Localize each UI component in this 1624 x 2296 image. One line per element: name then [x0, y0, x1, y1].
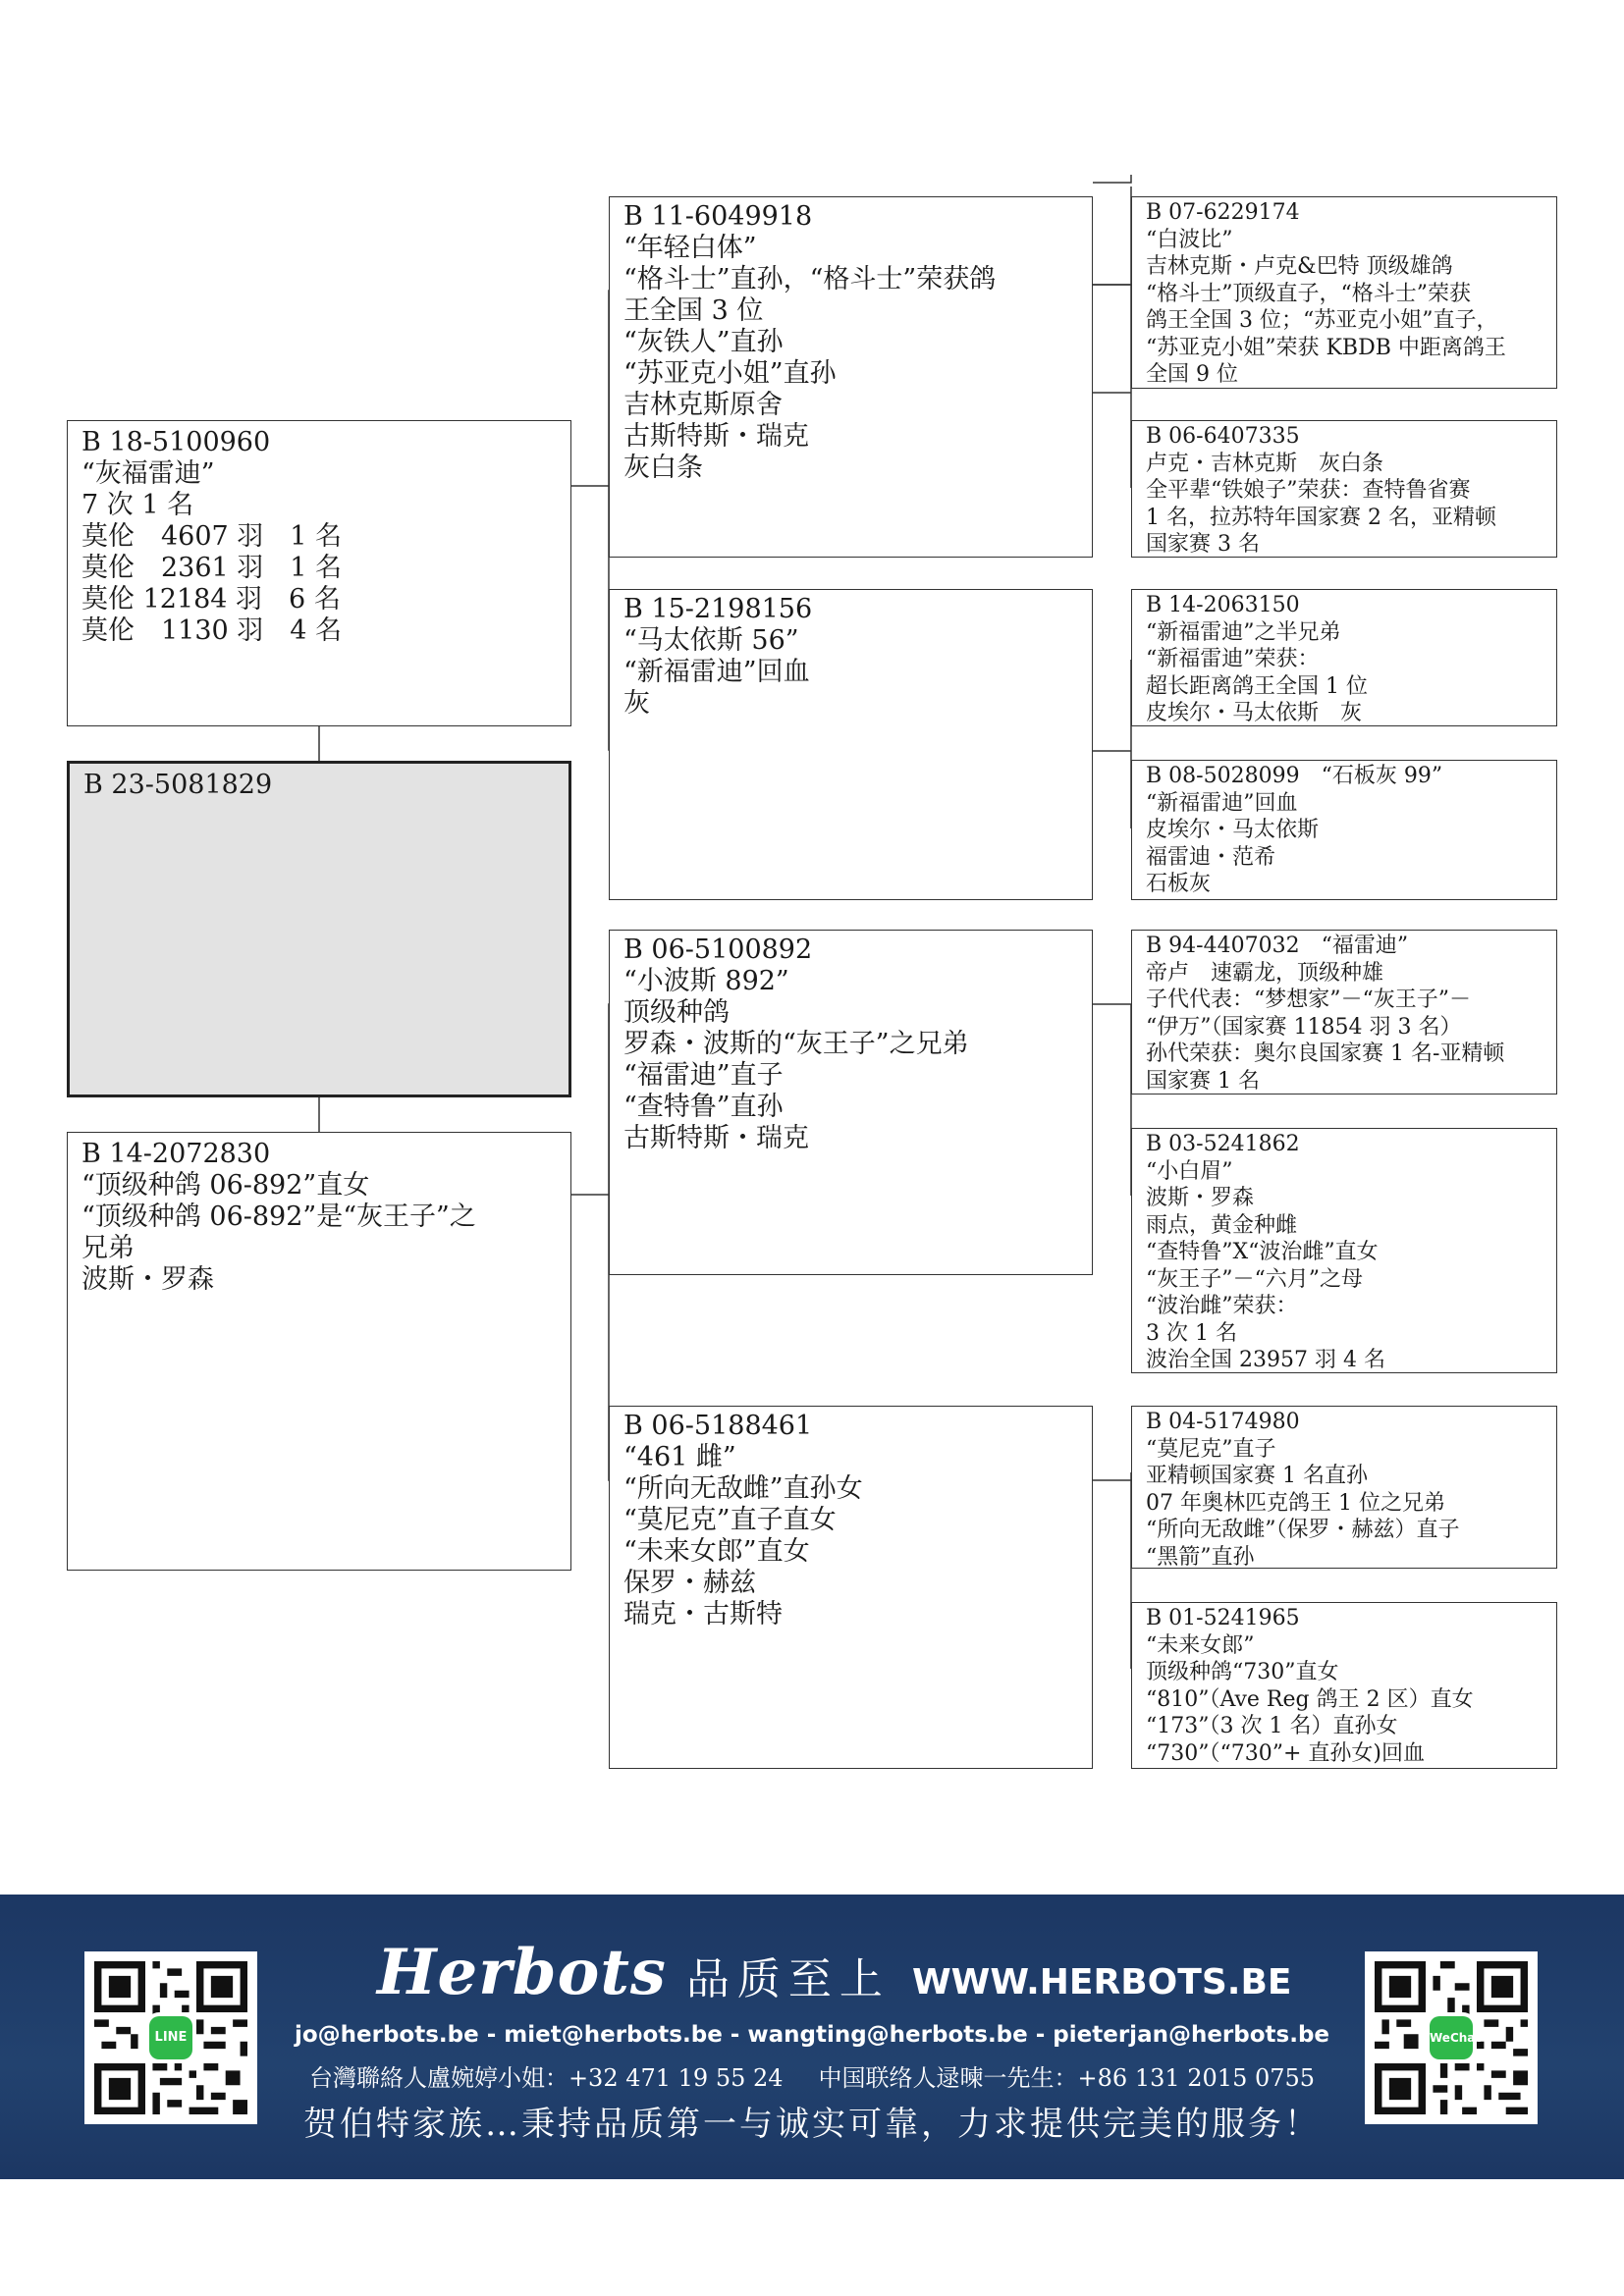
ggp-card-8 [1131, 1602, 1557, 1769]
pigeon-line: 卢克・吉林克斯 灰白条 [1146, 451, 1384, 476]
ring-number: B 03-5241862 [1146, 1132, 1300, 1156]
pigeon-line: “新福雷迪”之半兄弟 [1146, 619, 1341, 645]
subject-card [67, 761, 571, 1097]
dam-sire-card [609, 930, 1093, 1275]
pigeon-line: 王全国 3 位 [623, 295, 764, 326]
pigeon-line: “灰铁人”直孙 [623, 327, 784, 357]
pigeon-line: 罗森・波斯的“灰王子”之兄弟 [623, 1029, 969, 1059]
pigeon-line: 帝卢 速霸龙，顶级种雄 [1146, 960, 1384, 986]
sire-ring: B 18-5100960 [81, 427, 271, 457]
ring-number: B 06-5100892 [623, 934, 813, 965]
pigeon-line: 石板灰 [1146, 872, 1212, 896]
ggp-card-1 [1131, 196, 1557, 389]
pigeon-line: “所向无敌雌”（保罗・赫兹）直子 [1146, 1518, 1460, 1542]
pigeon-line: 07 年奥林匹克鸽王 1 位之兄弟 [1146, 1490, 1445, 1516]
sire-dam-card [609, 589, 1093, 900]
pigeon-line: 灰白条 [623, 453, 703, 483]
sire-result: 7 次 1 名 [81, 490, 194, 520]
pigeon-line: 吉林克斯原舍 [623, 390, 783, 420]
sire-result: 莫伦 12184 羽 6 名 [81, 584, 341, 614]
pigeon-line: “810”（Ave Reg 鸽王 2 区）直女 [1146, 1686, 1474, 1712]
pigeon-line: 3 次 1 名 [1146, 1320, 1237, 1346]
ring-number: B 07-6229174 [1146, 200, 1300, 225]
ggp-card-3 [1131, 589, 1557, 726]
pigeon-line: “苏亚克小姐”荣获 KBDB 中距离鸽王 [1146, 335, 1506, 360]
pigeon-line: “莫尼克”直子直女 [623, 1505, 837, 1535]
pigeon-line: 古斯特斯・瑞克 [623, 1123, 809, 1153]
pigeon-line: “黑箭”直孙 [1146, 1544, 1255, 1570]
pigeon-name: “福雷迪” [1321, 934, 1409, 958]
ring-number: B 04-5174980 [1146, 1410, 1300, 1434]
pigeon-line: “苏亚克小姐”直孙 [623, 358, 837, 389]
ring-number: B 06-6407335 [1146, 424, 1300, 449]
pigeon-line: “730”（“730”+ 直孙女)回血 [1146, 1740, 1425, 1766]
pigeon-line: “波治雌”荣获： [1146, 1294, 1298, 1318]
slogan: 品质至上 [685, 1954, 891, 2004]
wechat-app-icon: WeChat [1430, 2016, 1473, 2059]
pigeon-line: 鸽王全国 3 位；“苏亚克小姐”直子， [1146, 308, 1498, 333]
website-link[interactable]: WWW.HERBOTS.BE [911, 1962, 1292, 2002]
pigeon-line: “查特鲁”X“波治雌”直女 [1146, 1240, 1379, 1264]
pigeon-line: “小波斯 892” [623, 966, 789, 996]
sire-card [67, 420, 571, 726]
pigeon-line: “伊万”（国家赛 11854 羽 3 名） [1146, 1014, 1462, 1040]
pigeon-line: “马太依斯 56” [623, 625, 799, 656]
pigeon-line: “灰王子”－“六月”之母 [1146, 1266, 1363, 1292]
pigeon-line: 亚精顿国家赛 1 名直孙 [1146, 1464, 1368, 1488]
ggp-card-4 [1131, 760, 1557, 900]
pigeon-line: “格斗士”直孙，“格斗士”荣获鸽 [623, 264, 997, 294]
ggp-card-2 [1131, 420, 1557, 558]
ring-number: B 06-5188461 [623, 1411, 813, 1441]
pigeon-line: 瑞克・古斯特 [623, 1599, 783, 1629]
pigeon-line: 顶级种鸽 [623, 997, 730, 1028]
pigeon-line: 国家赛 1 名 [1146, 1068, 1260, 1094]
ring-number [1146, 933, 1543, 960]
pigeon-line: “173”（3 次 1 名）直孙女 [1146, 1714, 1398, 1738]
pigeon-line: 顶级种鸽“730”直女 [1146, 1660, 1339, 1684]
sire-result: 莫伦 1130 羽 4 名 [81, 615, 343, 646]
sire-sire-card [609, 196, 1093, 558]
ring-number: B 14-2063150 [1146, 593, 1300, 617]
brand-header [377, 1936, 1291, 2014]
sire-result: 莫伦 2361 羽 1 名 [81, 553, 343, 583]
pigeon-line: 古斯特斯・瑞克 [623, 421, 809, 452]
pigeon-line: “未来女郎” [1146, 1632, 1255, 1658]
email-contacts[interactable]: jo@herbots.be - miet@herbots.be - wangting@herbots.be - pieterjan@herbots.be [294, 2022, 1330, 2048]
pigeon-line: 全国 9 位 [1146, 362, 1238, 387]
pigeon-line: 波斯・罗森 [1146, 1186, 1255, 1210]
pigeon-line: “461 雌” [623, 1442, 736, 1472]
ring-number: B 11-6049918 [623, 201, 813, 232]
pigeon-line: 吉林克斯・卢克&巴特 顶级雄鸽 [1146, 254, 1453, 279]
taiwan-contact: 台灣聯絡人盧婉婷小姐：+32 471 19 55 24 [308, 2064, 784, 2092]
footer-banner [0, 1895, 1624, 2179]
pigeon-line: 雨点，黄金种雌 [1146, 1212, 1298, 1238]
ggp-card-6 [1131, 1128, 1557, 1373]
pigeon-line: 灰 [623, 688, 650, 719]
pigeon-line: 1 名，拉苏特年国家赛 2 名，亚精顿 [1146, 505, 1496, 530]
herbots-logo: Herbots [377, 1936, 667, 2009]
ggp-card-5 [1131, 930, 1557, 1095]
subject-ring: B 23-5081829 [83, 770, 273, 800]
pigeon-name: “石板灰 99” [1321, 764, 1443, 788]
ring-code: B 94-4407032 [1146, 934, 1300, 958]
pigeon-line: “福雷迪”直子 [623, 1060, 784, 1091]
ring-number: B 15-2198156 [623, 594, 813, 624]
china-contact: 中国联络人逯暕一先生：+86 131 2015 0755 [818, 2064, 1316, 2092]
sire-result: 莫伦 4607 羽 1 名 [81, 521, 343, 552]
dam-ring: B 14-2072830 [81, 1139, 271, 1169]
dam-line: 兄弟 [81, 1233, 135, 1263]
pigeon-line: “未来女郎”直女 [623, 1536, 810, 1567]
pigeon-line: 子代代表：“梦想家”－“灰王子”－ [1146, 988, 1471, 1012]
dam-line: 波斯・罗森 [81, 1264, 214, 1295]
qr-code-wechat[interactable] [1365, 1951, 1538, 2124]
pigeon-line: 全平辈“铁娘子”荣获：查特鲁省赛 [1146, 478, 1471, 503]
line-app-icon: LINE [149, 2016, 192, 2059]
pigeon-line: “白波比” [1146, 227, 1233, 252]
pigeon-line: 皮埃尔・马太依斯 灰 [1146, 701, 1363, 725]
dam-line: “顶级种鸽 06-892”是“灰王子”之 [81, 1201, 476, 1232]
pigeon-line: 超长距离鸽王全国 1 位 [1146, 673, 1368, 699]
pigeon-line: 波治全国 23957 羽 4 名 [1146, 1348, 1385, 1372]
pigeon-line: “所向无敌雌”直孙女 [623, 1473, 863, 1504]
ring-number [1146, 763, 1543, 790]
pigeon-line: 国家赛 3 名 [1146, 532, 1260, 557]
dam-line: “顶级种鸽 06-892”直女 [81, 1170, 370, 1201]
ggp-card-7 [1131, 1406, 1557, 1569]
ring-code: B 08-5028099 [1146, 764, 1300, 788]
pigeon-line: “新福雷迪”回血 [623, 657, 810, 687]
dam-dam-card [609, 1406, 1093, 1769]
pigeon-line: 孙代荣获：奥尔良国家赛 1 名-亚精顿 [1146, 1041, 1505, 1066]
pigeon-line: “查特鲁”直孙 [623, 1092, 784, 1122]
pigeon-line: 皮埃尔・马太依斯 [1146, 818, 1320, 842]
pigeon-line: 福雷迪・范希 [1146, 844, 1276, 870]
dam-card [67, 1132, 571, 1571]
pigeon-line: “格斗士”顶级直子，“格斗士”荣获 [1146, 281, 1471, 306]
pigeon-line: “新福雷迪”荣获： [1146, 647, 1320, 671]
tagline: 贺伯特家族…秉持品质第一与诚实可靠，力求提供完美的服务！ [303, 2105, 1321, 2144]
pigeon-line: “年轻白体” [623, 233, 757, 263]
pigeon-line: “新福雷迪”回血 [1146, 790, 1298, 816]
pigeon-line: “小白眉” [1146, 1158, 1233, 1184]
pigeon-line: 保罗・赫兹 [623, 1568, 756, 1598]
ring-number: B 01-5241965 [1146, 1606, 1300, 1630]
sire-name: “灰福雷迪” [81, 458, 215, 489]
pigeon-line: “莫尼克”直子 [1146, 1436, 1276, 1462]
